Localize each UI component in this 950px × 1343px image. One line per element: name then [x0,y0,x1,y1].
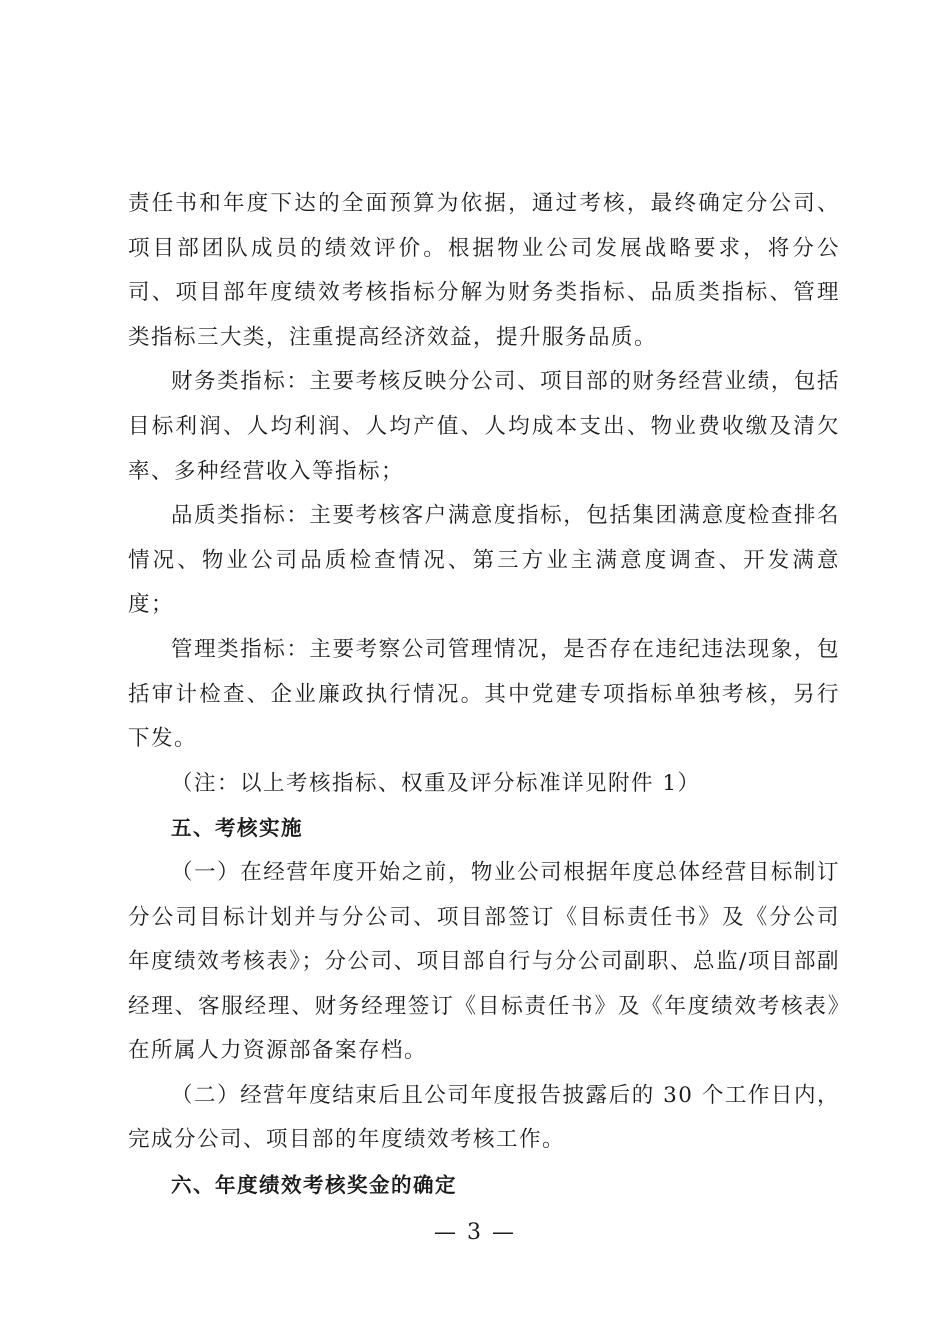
section-heading-6: 六、年度绩效考核奖金的确定 [171,1173,458,1198]
paragraph-management-indicators: 管理类指标：主要考察公司管理情况，是否存在违纪违法现象，包括审计检查、企业廉政执行情况。其中党建专项指标单独考核，另行下发。 [128,636,840,752]
paragraph-note: （注：以上考核指标、权重及评分标准详见附件 1） [171,770,701,796]
paragraph-quality-indicators: 品质类指标：主要考核客户满意度指标，包括集团满意度检查排名情况、物业公司品质检查情况、第三方业主满意度调查、开发满意度； [128,503,840,618]
document-body [128,182,840,1208]
page-number: — 3 — [434,1220,516,1245]
paragraph-implementation-2: （二）经营年度结束后且公司年度报告披露后的 30 个工作日内，完成分公司、项目部的年度绩效考核工作。 [128,1082,840,1153]
paragraph-financial-indicators: 财务类指标：主要考核反映分公司、项目部的财务经营业绩，包括目标利润、人均利润、人均产值、人均成本支出、物业费收缴及清欠率、多种经营收入等指标； [128,369,840,484]
paragraph-implementation-1: （一）在经营年度开始之前，物业公司根据年度总体经营目标制订分公司目标计划并与分公司、项目部签订《目标责任书》及《分公司年度绩效考核表》；分公司、项目部自行与分公司副职、总监/项目部副经理、客服经理、财务经理签订《目标责任书》及《年度绩效考核表》在所属人力资源部备案存档。 [128,859,840,1064]
section-heading-5: 五、考核实施 [171,816,304,841]
paragraph-continuation: 责任书和年度下达的全面预算为依据，通过考核，最终确定分公司、项目部团队成员的绩效评价。根据物业公司发展战略要求，将分公司、项目部年度绩效考核指标分解为财务类指标、品质类指标、管理类指标三大类，注重提高经济效益，提升服务品质。 [128,191,840,350]
